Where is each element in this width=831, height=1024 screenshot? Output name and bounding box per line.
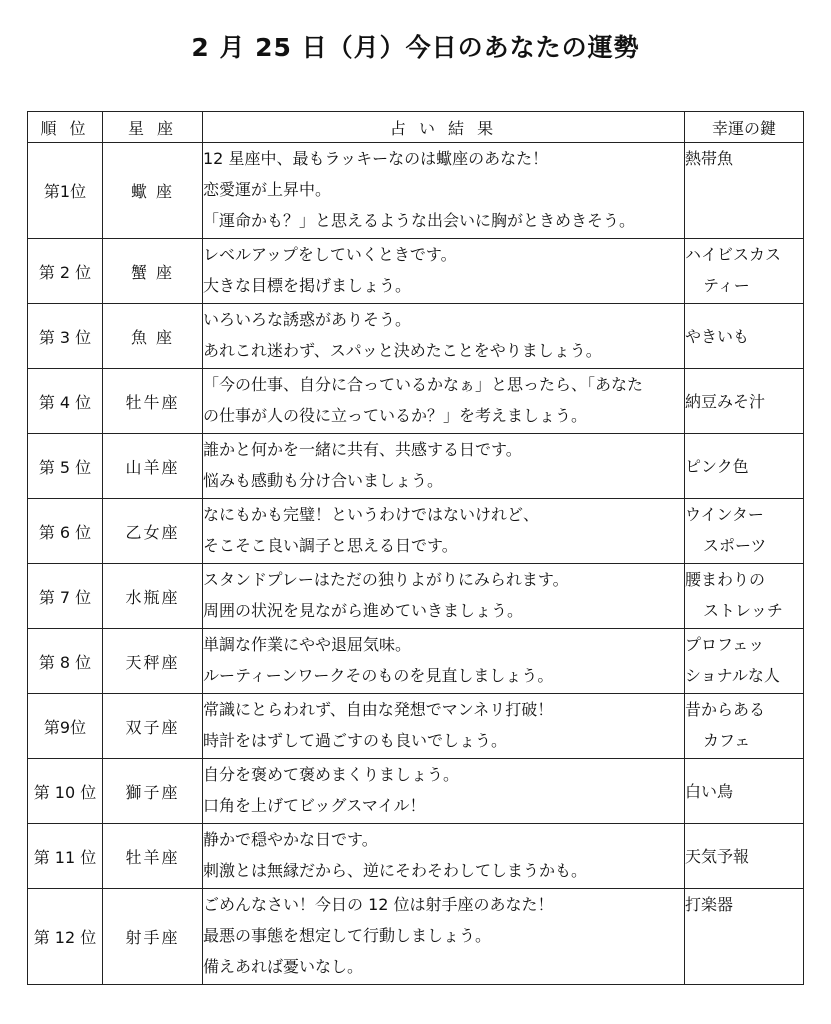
lucky-key-cell	[685, 499, 804, 564]
result-line: 「今の仕事、自分に合っているかなぁ」と思ったら、「あなた	[203, 375, 644, 394]
rank-cell: 第 10 位	[28, 759, 103, 824]
lucky-key-line: やきいも	[685, 326, 750, 346]
result-line: 「運命かも？」と思えるような出会いに胸がときめきそう。	[203, 211, 636, 230]
lucky-key-line: 白い鳥	[685, 781, 734, 801]
rank-cell: 第1位	[28, 143, 103, 239]
result-cell	[203, 694, 685, 759]
result-line: 静かで穏やかな日です。	[203, 830, 378, 849]
result-line: 自分を褒めて褒めまくりましょう。	[203, 765, 460, 784]
header-result: 占 い 結 果	[203, 112, 685, 143]
lucky-key-line: 腰まわりの	[685, 570, 766, 589]
lucky-key-cell	[685, 434, 804, 499]
lucky-key-cell	[685, 369, 804, 434]
table-row	[28, 824, 804, 889]
result-cell	[203, 629, 685, 694]
result-cell	[203, 499, 685, 564]
sign-cell: 水瓶座	[103, 564, 203, 629]
table-row	[28, 564, 804, 629]
lucky-key-line: ハイビスカス	[685, 245, 782, 264]
lucky-key-cell	[685, 889, 804, 985]
sign-cell: 獅子座	[103, 759, 203, 824]
result-line: 備えあれば憂いなし。	[203, 957, 364, 976]
result-line: ルーティーンワークそのものを見直しましょう。	[203, 666, 554, 685]
rank-cell: 第 11 位	[28, 824, 103, 889]
fortune-table	[27, 111, 804, 985]
lucky-key-cell	[685, 304, 804, 369]
result-cell	[203, 564, 685, 629]
table-row	[28, 629, 804, 694]
result-line: レベルアップをしていくときです。	[203, 245, 457, 264]
table-row	[28, 239, 804, 304]
result-line: 時計をはずして過ごすのも良いでしょう。	[203, 731, 508, 750]
result-line: 12 星座中、最もラッキーなのは蠍座のあなた！	[203, 149, 549, 168]
table-row	[28, 889, 804, 985]
lucky-key-line: ティー	[703, 276, 750, 295]
sign-cell: 双子座	[103, 694, 203, 759]
header-rank: 順 位	[28, 112, 103, 143]
lucky-key-line: 熱帯魚	[685, 149, 734, 168]
result-line: 常識にとらわれず、自由な発想でマンネリ打破！	[203, 700, 554, 719]
sign-cell: 射手座	[103, 889, 203, 985]
sign-cell: 山羊座	[103, 434, 203, 499]
lucky-key-cell	[685, 694, 804, 759]
lucky-key-line: 天気予報	[685, 846, 750, 866]
rank-cell: 第9位	[28, 694, 103, 759]
lucky-key-cell	[685, 629, 804, 694]
table-row	[28, 759, 804, 824]
result-line: 刺激とは無縁だから、逆にそわそわしてしまうかも。	[203, 861, 588, 880]
rank-cell: 第 7 位	[28, 564, 103, 629]
page-title: 2 月 25 日（月）今日のあなたの運勢	[191, 33, 640, 62]
header-sign: 星 座	[103, 112, 203, 143]
table-row	[28, 304, 804, 369]
rank-cell: 第 6 位	[28, 499, 103, 564]
header-lucky-key: 幸運の鍵	[685, 112, 804, 143]
sign-cell: 牡牛座	[103, 369, 203, 434]
result-line: 最悪の事態を想定して行動しましょう。	[203, 926, 492, 945]
lucky-key-line: プロフェッ	[685, 635, 765, 654]
rank-cell: 第 3 位	[28, 304, 103, 369]
rank-cell: 第 12 位	[28, 889, 103, 985]
table-row	[28, 694, 804, 759]
rank-cell: 第 4 位	[28, 369, 103, 434]
result-line: 悩みも感動も分け合いましょう。	[203, 471, 444, 490]
result-cell	[203, 824, 685, 889]
result-cell	[203, 889, 685, 985]
result-cell	[203, 143, 685, 239]
rank-cell: 第 2 位	[28, 239, 103, 304]
lucky-key-line: 納豆みそ汁	[685, 391, 766, 411]
sign-cell: 牡羊座	[103, 824, 203, 889]
result-line: いろいろな誘惑がありそう。	[203, 310, 412, 329]
lucky-key-line: カフェ	[703, 731, 751, 750]
lucky-key-cell	[685, 564, 804, 629]
sign-cell: 天秤座	[103, 629, 203, 694]
result-line: そこそこ良い調子と思える日です。	[203, 536, 458, 555]
lucky-key-line: ウインター	[685, 505, 764, 524]
result-cell	[203, 759, 685, 824]
sign-cell: 魚 座	[103, 304, 203, 369]
result-line: なにもかも完璧！というわけではないけれど、	[203, 505, 540, 524]
result-line: 周囲の状況を見ながら進めていきましょう。	[203, 601, 524, 620]
result-line: ごめんなさい！今日の 12 位は射手座のあなた！	[203, 895, 554, 914]
result-cell	[203, 304, 685, 369]
lucky-key-cell	[685, 143, 804, 239]
lucky-key-cell	[685, 239, 804, 304]
table-row	[28, 434, 804, 499]
lucky-key-line: ストレッチ	[703, 601, 783, 620]
result-cell	[203, 369, 685, 434]
result-line: 大きな目標を掲げましょう。	[203, 276, 412, 295]
table-row	[28, 369, 804, 434]
table-row	[28, 143, 804, 239]
sign-cell: 蠍 座	[103, 143, 203, 239]
result-cell	[203, 434, 685, 499]
result-cell	[203, 239, 685, 304]
lucky-key-cell	[685, 759, 804, 824]
lucky-key-line: ピンク色	[685, 456, 749, 476]
result-line: の仕事が人の役に立っているか？」を考えましょう。	[203, 406, 588, 425]
sign-cell: 乙女座	[103, 499, 203, 564]
lucky-key-line: 打楽器	[685, 895, 734, 914]
lucky-key-line: 昔からある	[685, 700, 766, 719]
result-line: スタンドプレーはただの独りよがりにみられます。	[203, 570, 569, 589]
result-line: 単調な作業にやや退屈気味。	[203, 635, 412, 654]
lucky-key-line: スポーツ	[703, 536, 767, 555]
result-line: あれこれ迷わず、スパッと決めたことをやりましょう。	[203, 341, 602, 360]
result-line: 恋愛運が上昇中。	[203, 180, 332, 199]
lucky-key-cell	[685, 824, 804, 889]
lucky-key-line: ショナルな人	[685, 666, 780, 685]
sign-cell: 蟹 座	[103, 239, 203, 304]
table-header-row	[28, 112, 804, 143]
rank-cell: 第 5 位	[28, 434, 103, 499]
result-line: 口角を上げてビッグスマイル！	[203, 796, 426, 815]
result-line: 誰かと何かを一緒に共有、共感する日です。	[203, 440, 522, 459]
rank-cell: 第 8 位	[28, 629, 103, 694]
table-row	[28, 499, 804, 564]
